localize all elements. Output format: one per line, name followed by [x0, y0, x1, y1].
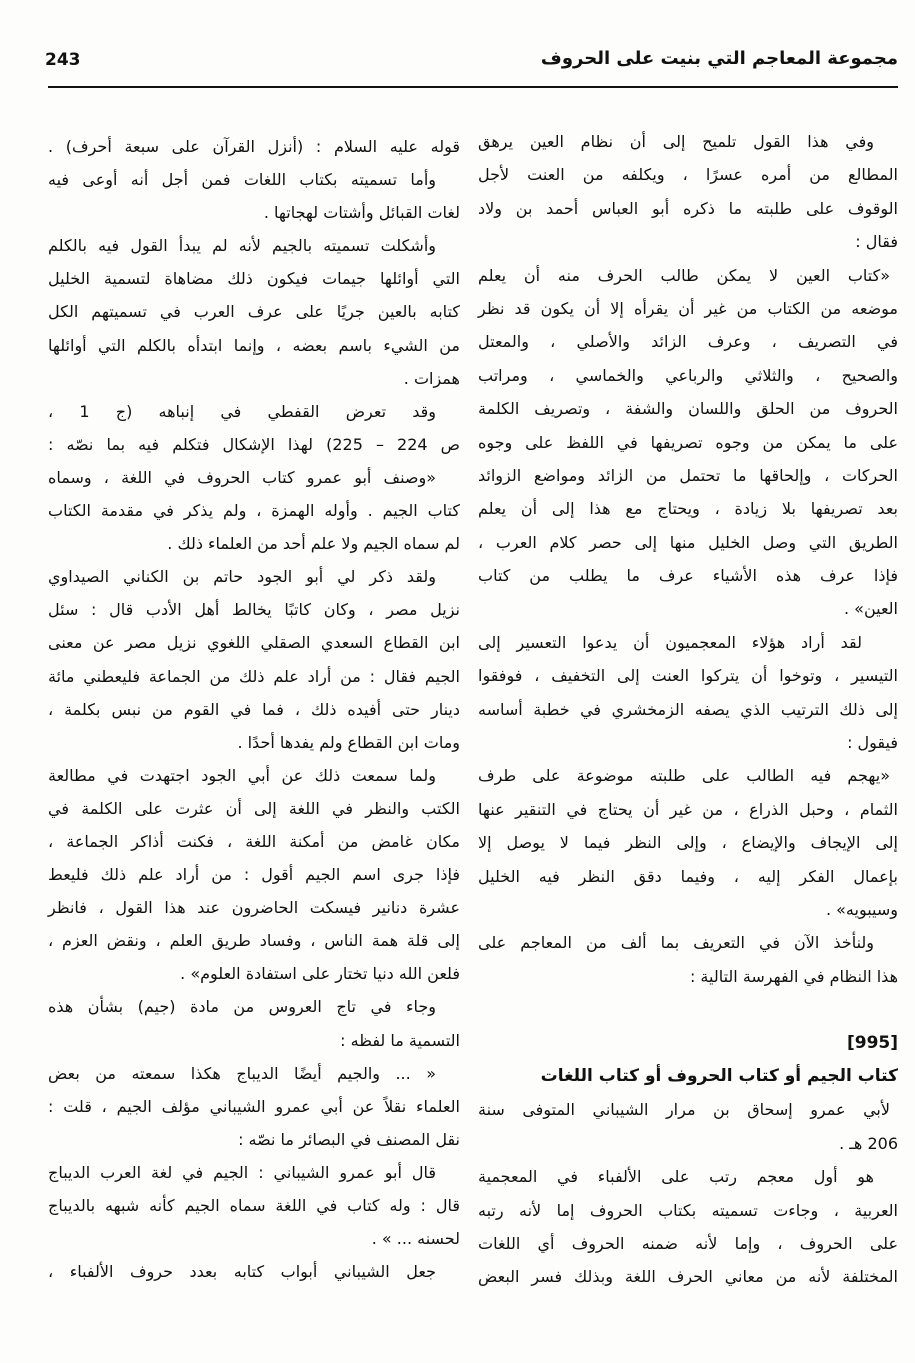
text-line: الحروف من الحلق واللسان والشفة ، وتصريف الكلمة	[478, 399, 898, 419]
spacer	[478, 993, 898, 1026]
text-line: قال أبو عمرو الشيباني : الجيم في لغة العرب الديباج	[48, 1162, 436, 1182]
text-line: الوقوف على طلبته ما ذكره أبو العباس أحمد بن ولاد	[478, 198, 898, 218]
running-header-title: مجموعة المعاجم التي بنيت على الحروف	[540, 48, 898, 69]
page-number: 243	[45, 50, 81, 70]
text-line: قوله عليه السلام : (أنزل القرآن على سبعة أحرف) .	[48, 137, 460, 156]
entry-number	[478, 1027, 898, 1060]
text-line: المختلفة لأنه من معاني الحرف اللغة وبذلك فسر البعض	[478, 1267, 898, 1287]
entry-number-text: [995]	[846, 1032, 898, 1053]
text-line: الكتب والنظر في اللغة إلى أن عثرت على الكلمة في	[48, 798, 460, 818]
text-line: العين» .	[843, 599, 898, 619]
text-line: لحسنه ... » .	[371, 1229, 460, 1249]
text-line: على ما يمكن من وجوه تصريفها في اللفظ على وجوه	[478, 432, 898, 452]
left-column	[48, 130, 460, 1288]
text-line: بعد تصريفها بلا زيادة ، ويحتاج مع هذا إلى أن يعلم	[478, 499, 898, 519]
text-line: ولما سمعت ذلك عن أبي الجود اجتهدت في مطالعة	[48, 765, 436, 785]
text-line: لغات القبائل وأشتات لهجاتها .	[263, 203, 460, 223]
text-line: وقد تعرض القفطي في إنباهه (ج 1 ،	[48, 401, 437, 421]
text-line: وسيبويه» .	[825, 899, 898, 919]
text-line: «كتاب العين لا يمكن طالب الحرف منه أن يعلم	[478, 265, 890, 285]
entry-title: كتاب الجيم أو كتاب الحروف أو كتاب اللغات	[540, 1065, 898, 1086]
text-line: فإذا عرف هذه الأشياء عرف ما يطلب من كتاب	[478, 566, 898, 586]
text-line: فقال :	[855, 232, 898, 252]
text-line: التي أوائلها جيمات فيكون ذلك مضاهاة لتسمية الخليل	[48, 269, 460, 289]
text-line: نقل المصنف في البصائر ما نصّه :	[238, 1129, 460, 1149]
text-line: التيسير ، وتوخوا أن يتركوا العنت إلى التخفيف ، فوفقوا	[478, 666, 898, 686]
text-line: 206 هـ .	[839, 1133, 898, 1153]
text-line: «يهجم فيه الطالب على طلبته موضوعة على طرف	[478, 766, 890, 786]
text-line: الجيم فقال : من أراد علم ذلك من الجماعة فليعطني مائة	[48, 666, 460, 686]
right-column	[478, 125, 898, 1294]
text-line: كتاب الجيم . وأوله الهمزة ، ولم يذكر في مقدمة الكتاب	[48, 501, 460, 521]
text-line: مكان غامض من أمكنة اللغة ، فكنت أذاكر الجماعة ،	[48, 831, 460, 851]
text-line: والصحيح ، والثلاثي والرباعي والخماسي ، ومراتب	[478, 365, 898, 385]
text-line: وأما تسميته بكتاب اللغات فمن أجل أنه أوعى فيه	[48, 170, 436, 190]
text-line: لم سماه الجيم ولا علم أحد من العلماء ذلك .	[167, 534, 460, 554]
text-line: الطريق التي وصل الخليل منها إلى حصر كلام العرب ،	[478, 532, 898, 552]
text-line: على الحروف ، وإما لأنه ضمنه الحروف أي اللغات	[478, 1233, 898, 1253]
text-line: ومات ابن القطاع ولم يفدها أحدًا .	[237, 732, 460, 752]
text-line: «وصنف أبو عمرو كتاب الحروف في اللغة ، وسماه	[48, 467, 436, 487]
text-line: هذا النظام في الفهرسة التالية :	[689, 966, 898, 986]
text-line: وأشكلت تسميته بالجيم لأنه لم يبدأ القول فيه بالكلم	[48, 236, 436, 256]
text-line: الحركات ، وإلحاقها ما تحتمل من الزائد ومواضع الزوائد	[478, 465, 898, 485]
text-line: ولنأخذ الآن في التعريف بما ألف من المعاجم على	[478, 933, 874, 953]
header-rule	[48, 86, 898, 88]
text-line: وفي هذا القول تلميح إلى أن نظام العين يرهق	[478, 132, 874, 151]
text-line: التسمية ما لفظه :	[340, 1030, 460, 1050]
text-line: جعل الشيباني أبواب كتابه بعدد حروف الألفباء ،	[48, 1262, 436, 1282]
text-line: موضعه من الكتاب من غير أن يقرأه إلا أن يكون قد نظر	[478, 298, 898, 318]
text-line: فلعن الله دنيا تختار على استفادة العلوم» .	[180, 964, 460, 984]
text-line: ص 224 – 225) لهذا الإشكال فتكلم فيه بما نصّه :	[48, 434, 461, 454]
text-line: إلى ذلك الترتيب الذي يصفه الزمخشري في خطبة أساسه	[478, 699, 898, 719]
text-line: فإذا جرى اسم الجيم أقول : من أراد علم ذلك فليعط	[48, 865, 460, 885]
text-line: دينار حتى أفيده ذلك ، فما في القوم من نبس بكلمة ،	[48, 699, 460, 719]
text-line: إلى الإيجاف والإيضاع ، وإلى النظر فيما لا يوصل إلا	[478, 833, 898, 853]
text-line: « ... والجيم أيضًا الديباج هكذا سمعته من بعض	[48, 1063, 436, 1083]
text-line: ابن القطاع السعدي الصقلي اللغوي نزيل مصر عن معنى	[48, 633, 460, 653]
text-line: قال : وله كتاب في اللغة سماه الجيم كأنه شبهه بالديباج	[48, 1196, 460, 1215]
text-line: بإعمال الفكر إليه ، وفيما دقق النظر فيه الخليل	[478, 866, 898, 886]
text-line: نزيل مصر ، وكان كاتبًا يخالط أهل الأدب قال : سئل	[48, 600, 460, 620]
text-line: ولقد ذكر لي أبو الجود حاتم بن الكناني الصيداوي	[48, 567, 436, 587]
text-line: هو أول معجم رتب على الألفباء في المعجمية	[478, 1167, 874, 1187]
text-line: العلماء نقلاً عن أبي عمرو الشيباني مؤلف الجيم ، قلت :	[48, 1096, 460, 1116]
text-line: وجاء في تاج العروس من مادة (جيم) بشأن هذه	[48, 997, 436, 1017]
text-line: من الشيء باسم بعضه ، وإنما ابتدأه بالكلم التي أوائلها	[48, 335, 460, 355]
text-line: لقد أراد هؤلاء المعجميون أن يدعوا التعسير إلى	[478, 632, 862, 652]
text-line: لأبي عمرو إسحاق بن مرار الشيباني المتوفى سنة	[478, 1100, 890, 1120]
text-line: كتابه بالعين جريًا على عرف العرب في تسميتهم الكل	[48, 302, 460, 322]
text-line: عشرة دنانير فيسكت الحاضرون عند هذا القول ، فانظر	[48, 898, 460, 918]
text-line: المطالع من أمره عسرًا ، ويكلفه من العنت لأجل	[478, 165, 898, 185]
text-line: فيقول :	[847, 733, 898, 753]
text-line: همزات .	[403, 368, 460, 388]
text-line: العربية ، وجاءت تسميته بكتاب الحروف إما لأنه رتبه	[478, 1200, 898, 1220]
text-line: إلى قلة همة الناس ، وفساد طريق العلم ، ونقض العزم ،	[48, 931, 460, 951]
text-line: في التصريف ، وعرف الزائد والأصلي ، والمعتل	[478, 332, 898, 352]
text-line: الثمام ، وحبل الذراع ، من غير أن يحتاج في التنقير عنها	[478, 799, 898, 819]
